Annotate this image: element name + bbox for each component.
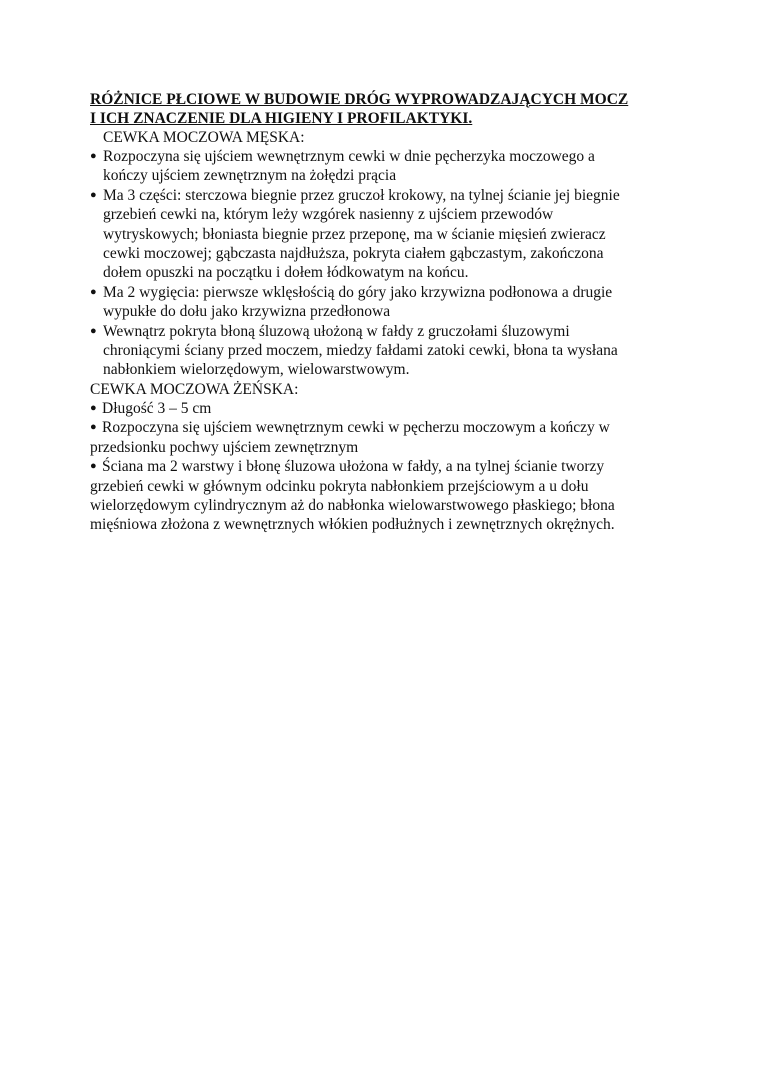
- bullet-dot-icon: ●: [90, 285, 97, 298]
- bullet-text-line: Ma 3 części: sterczowa biegnie przez gruczoł krokowy, na tylnej ścianie jej biegnie: [103, 186, 620, 204]
- bullet-dot-icon: ●: [90, 401, 97, 414]
- bullet-item: [90, 147, 690, 186]
- male-section-heading: CEWKA MOCZOWA MĘSKA:: [103, 129, 305, 146]
- bullet-item: [90, 457, 690, 535]
- bullet-text-line: wytryskowych; błoniasta biegnie przez przeponę, ma w ścianie mięsień zwieracz: [103, 225, 606, 243]
- bullet-text-line: Rozpoczyna się ujściem wewnętrznym cewki w pęcherzu moczowym a kończy w: [102, 419, 610, 437]
- male-bullet-list: [90, 147, 690, 380]
- bullet-text-line: cewki moczowej; gąbczasta najdłuższa, pokryta ciałem gąbczastym, zakończona: [103, 245, 604, 263]
- bullet-text-line: wielorzędowym cylindrycznym aż do nabłonka wielowarstwowego płaskiego; błona: [90, 496, 615, 514]
- document-title: [90, 90, 690, 128]
- bullet-item: [90, 399, 690, 418]
- bullet-dot-icon: ●: [90, 460, 97, 473]
- bullet-dot-icon: ●: [90, 188, 97, 201]
- bullet-text-line: mięśniowa złożona z wewnętrznych włókien podłużnych i zewnętrznych okrężnych.: [90, 516, 615, 534]
- bullet-text-line: wypukłe do dołu jako krzywizna przedłonowa: [103, 303, 391, 321]
- bullet-item: [90, 186, 690, 283]
- bullet-text-line: Długość 3 – 5 cm: [102, 399, 212, 417]
- bullet-text-line: kończy ujściem zewnętrznym na żołędzi prącia: [103, 167, 397, 185]
- bullet-text-line: Wewnątrz pokryta błoną śluzową ułożoną w fałdy z gruczołami śluzowymi: [103, 322, 570, 340]
- bullet-item: [90, 418, 690, 457]
- bullet-text-line: nabłonkiem wielorzędowym, wielowarstwowym.: [103, 361, 410, 379]
- female-section-heading: CEWKA MOCZOWA ŻEŃSKA:: [90, 380, 299, 398]
- bullet-item: [90, 283, 690, 322]
- bullet-dot-icon: ●: [90, 421, 97, 434]
- bullet-dot-icon: ●: [90, 324, 97, 337]
- bullet-text-line: Ma 2 wygięcia: pierwsze wklęsłością do góry jako krzywizna podłonowa a drugie: [103, 283, 613, 301]
- bullet-text-line: dołem opuszki na początku i dołem łódkowatym na końcu.: [103, 264, 469, 282]
- bullet-text-line: Ściana ma 2 warstwy i błonę śluzowa ułożona w fałdy, a na tylnej ścianie tworzy: [102, 458, 605, 476]
- bullet-dot-icon: ●: [90, 150, 97, 162]
- bullet-text-line: Rozpoczyna się ujściem wewnętrznym cewki w dnie pęcherzyka moczowego a: [103, 148, 595, 165]
- bullet-text-line: przedsionku pochwy ujściem zewnętrznym: [90, 438, 359, 456]
- title-line: RÓŻNICE PŁCIOWE W BUDOWIE DRÓG WYPROWADZAJĄCYCH MOCZ: [90, 91, 629, 108]
- bullet-text-line: chroniącymi ściany przed moczem, miedzy fałdami zatoki cewki, błona ta wysłana: [103, 342, 618, 360]
- document-page: [90, 90, 690, 535]
- bullet-text-line: grzebień cewki w głównym odcinku pokryta nabłonkiem przejściowym a u dołu: [90, 477, 589, 495]
- bullet-item: [90, 322, 690, 380]
- bullet-text-line: grzebień cewki na, którym leży wzgórek nasienny z ujściem przewodów: [103, 206, 554, 224]
- female-bullet-list: [90, 399, 690, 535]
- title-line: I ICH ZNACZENIE DLA HIGIENY I PROFILAKTYKI.: [90, 110, 473, 127]
